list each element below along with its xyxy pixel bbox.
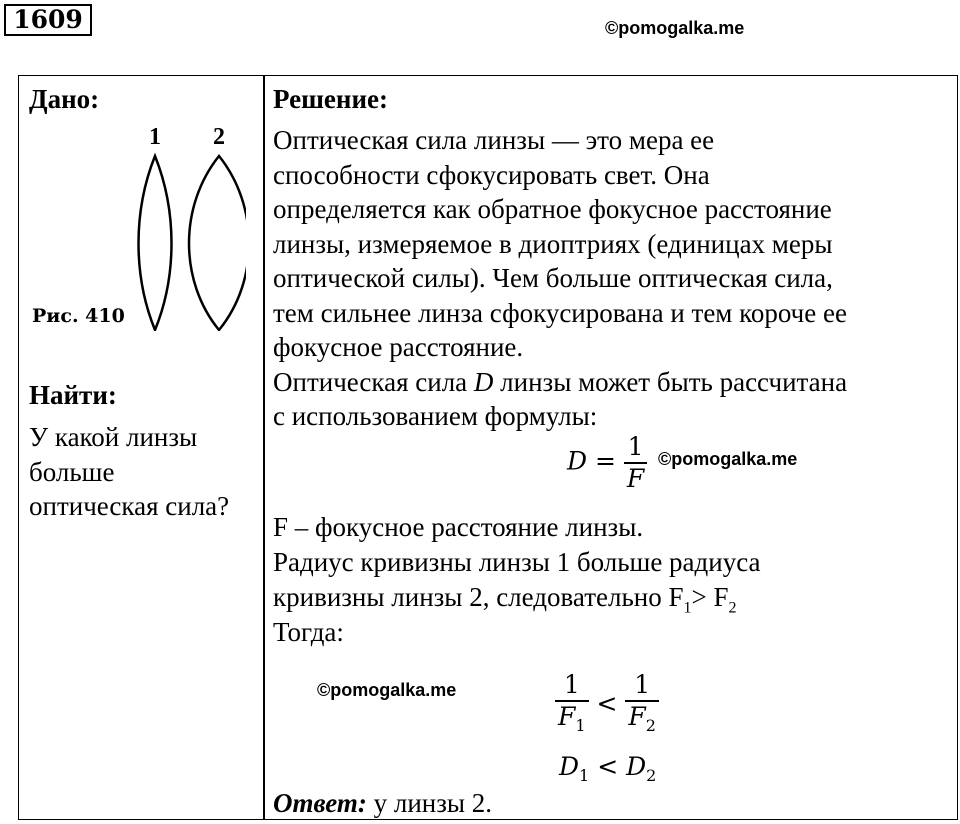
solution-body — [273, 123, 847, 434]
inequality-power: $D_1 < D_2$ — [559, 752, 657, 785]
find-question: У какой линзы больше оптическая сила? — [29, 422, 230, 521]
figure-caption: Рис. 410 — [32, 305, 125, 327]
lens-1 — [139, 156, 172, 330]
formula-intro: Оптическая сила D линзы может быть рассчитана — [273, 366, 848, 397]
solution-line: тем сильнее линза сфокусирована и тем короче ее — [273, 297, 847, 328]
lens-2-label: 2 — [213, 124, 225, 150]
lens-1-label: 1 — [149, 124, 161, 150]
column-divider — [263, 76, 265, 819]
solution-line: линзы, измеряемое в диоптриях (единицах меры — [273, 228, 833, 259]
lens-figure — [31, 116, 246, 331]
watermark-middle: ©pomogalka.me — [658, 449, 798, 469]
focal-comparison: кривизны линзы 2, следовательно $F_1> F_2$ — [273, 582, 737, 617]
lens-2 — [189, 156, 246, 330]
solution-title: Решение: — [273, 84, 388, 114]
then-label: Тогда: — [273, 617, 344, 647]
formula-intro-line2: с использованием формулы: — [273, 401, 598, 431]
problem-number: 1609 — [4, 4, 92, 36]
solution-line: фокусное расстояние. — [273, 332, 524, 362]
solution-table — [18, 75, 958, 820]
watermark-top: ©pomogalka.me — [605, 18, 745, 38]
given-title: Дано: — [29, 84, 100, 114]
watermark-lower: ©pomogalka.me — [317, 680, 457, 700]
inequality-reciprocal: $\frac{1}{F_1}$ < $\frac{1}{F_2}$ — [555, 670, 659, 741]
solution-line: определяется как обратное фокусное расстояние — [273, 194, 832, 224]
solution-line: Оптическая сила линзы — это мера ее — [273, 125, 715, 155]
radius-statement: Радиус кривизны линзы 1 больше радиуса — [273, 547, 761, 577]
focal-definition: F – фокусное расстояние линзы. — [273, 512, 644, 542]
answer: Ответ: у линзы 2. — [273, 788, 493, 818]
solution-line: способности сфокусировать свет. Она — [273, 159, 710, 190]
power-formula: D = $\frac{1}{F}$ — [567, 432, 647, 494]
solution-line: оптической силы). Чем больше оптическая сила, — [273, 263, 833, 293]
find-title: Найти: — [29, 380, 117, 410]
